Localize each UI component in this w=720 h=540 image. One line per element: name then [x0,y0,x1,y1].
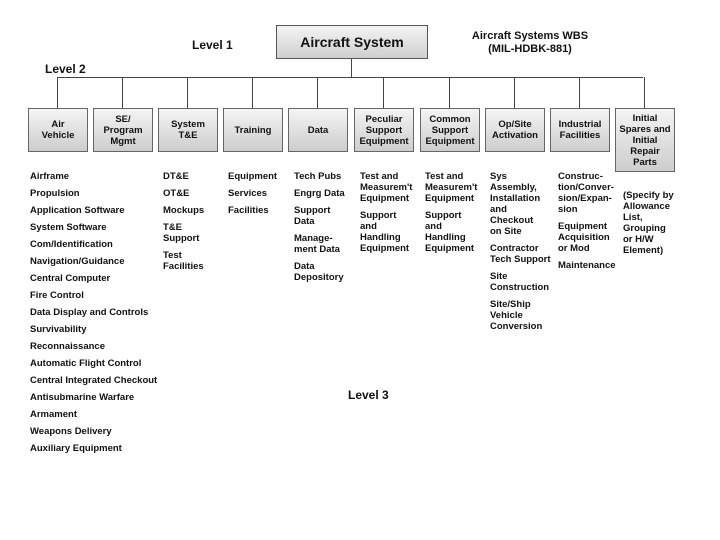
list-item: Mockups [163,205,205,216]
node-peculiar-support: Peculiar Support Equipment [354,108,414,152]
drop-connector [449,77,450,108]
drop-connector [122,77,123,108]
list-item: Automatic Flight Control [30,358,142,369]
list-item: Test and Measurem't Equipment [360,171,413,204]
list-item: Engrg Data [294,188,345,199]
col-common-support [425,171,477,260]
list-item: Test Facilities [163,250,204,272]
list-item: (Specify by Allowance List, Grouping or H/W Element) [623,190,674,256]
drop-connector [317,77,318,108]
drop-connector [252,77,253,108]
list-item: Tech Pubs [294,171,342,182]
list-item: Central Integrated Checkout [30,375,158,386]
col-data [294,171,345,289]
col-system-te [163,171,204,278]
list-item: Navigation/Guidance [30,256,125,267]
list-item: Data Depository [294,261,344,283]
drop-connector [514,77,515,108]
list-item: Construc- tion/Conver- sion/Expan- sion [558,171,614,215]
wbs-title-line2: (MIL-HDBK-881) [488,43,572,55]
list-item: Equipment Acquisition or Mod [558,221,610,254]
list-item: Support Data [294,205,331,227]
list-item: Site Construction [490,271,550,293]
list-item: OT&E [163,188,190,199]
list-item: Fire Control [30,290,84,301]
level-2-label: Level 2 [45,62,86,76]
node-training: Training [223,108,283,152]
list-item: T&E Support [163,222,200,244]
level-3-label: Level 3 [348,388,389,402]
col-peculiar-support [360,171,412,260]
list-item: Weapons Delivery [30,426,112,437]
list-item: Antisubmarine Warfare [30,392,135,403]
list-item: Test and Measurem't Equipment [425,171,478,204]
col-industrial-facilities [558,171,616,277]
node-common-support: Common Support Equipment [420,108,480,152]
col-initial-spares [623,190,674,262]
col-air-vehicle [30,171,157,460]
list-item: Application Software [30,205,125,216]
drop-connector [644,77,645,108]
drop-connector [187,77,188,108]
drop-connector [579,77,580,108]
root-connector [351,59,352,77]
level-2-bus-line [57,77,643,78]
list-item: Central Computer [30,273,111,284]
list-item: Facilities [228,205,269,216]
list-item: Propulsion [30,188,80,199]
col-op-site-activation [490,171,551,338]
list-item: Contractor Tech Support [490,243,551,265]
list-item: Maintenance [558,260,616,271]
node-industrial-facilities: Industrial Facilities [550,108,610,152]
list-item: Site/Ship Vehicle Conversion [490,299,543,332]
list-item: Com/Identification [30,239,113,250]
drop-connector [57,77,58,108]
wbs-title-line1: Aircraft Systems WBS [471,30,589,42]
wbs-title [455,30,605,56]
list-item: Data Display and Controls [30,307,149,318]
root-node: Aircraft System [276,25,428,59]
node-op-site-activation: Op/Site Activation [485,108,545,152]
node-air-vehicle: Air Vehicle [28,108,88,152]
node-initial-spares: Initial Spares and Initial Repair Parts [615,108,675,172]
list-item: Auxiliary Equipment [30,443,122,454]
list-item: Support and Handling Equipment [425,210,475,254]
list-item: Manage- ment Data [294,233,340,255]
drop-connector [383,77,384,108]
node-system-te: System T&E [158,108,218,152]
list-item: Armament [30,409,77,420]
list-item: Reconnaissance [30,341,105,352]
list-item: System Software [30,222,107,233]
list-item: Airframe [30,171,70,182]
list-item: Services [228,188,268,199]
list-item: Equipment [228,171,278,182]
list-item: Sys Assembly, Installation and Checkout on Site [490,171,541,237]
list-item: Survivability [30,324,87,335]
list-item: DT&E [163,171,189,182]
col-training [228,171,277,222]
list-item: Support and Handling Equipment [360,210,410,254]
level-1-label: Level 1 [192,38,233,52]
node-se-program-mgmt: SE/ Program Mgmt [93,108,153,152]
node-data: Data [288,108,348,152]
